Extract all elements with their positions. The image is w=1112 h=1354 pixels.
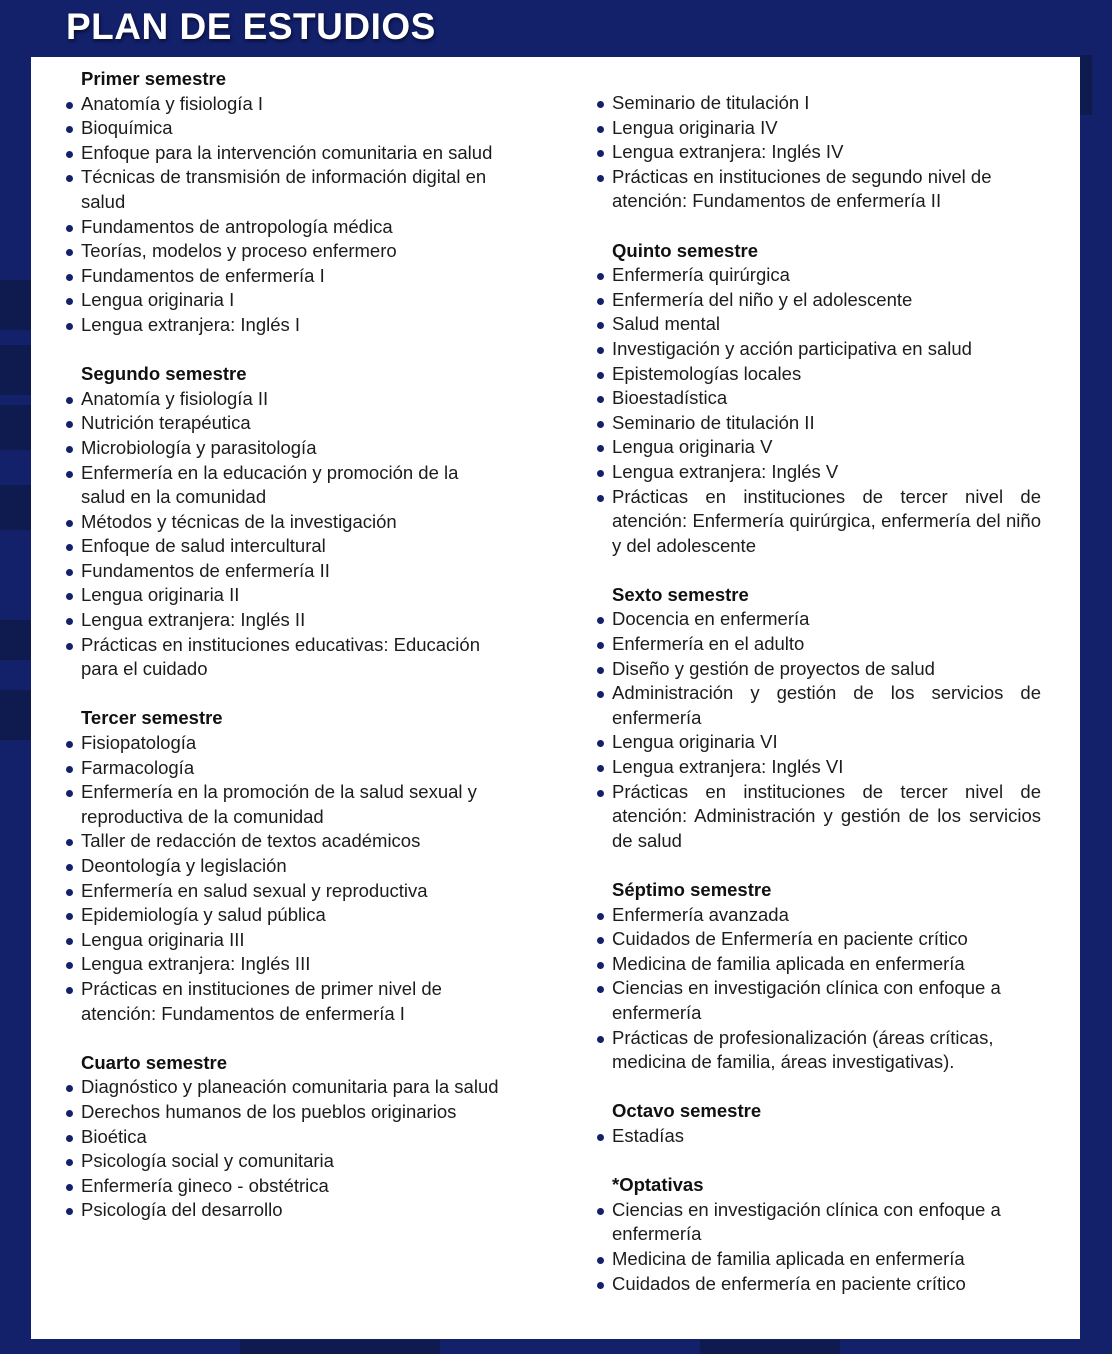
course-item	[65, 633, 505, 682]
course-item	[596, 1124, 1041, 1149]
course-item	[596, 116, 1041, 141]
bullet-icon	[66, 175, 73, 182]
bullet-icon	[597, 986, 604, 993]
course-name: Seminario de titulación II	[612, 411, 815, 433]
course-item	[596, 730, 1041, 755]
course-item	[65, 1075, 505, 1100]
course-item	[596, 657, 1041, 682]
course-item	[65, 879, 505, 904]
course-name: Ciencias en investigación clínica con enfoque a enfermería	[612, 977, 1001, 1023]
course-name: Bioquímica	[81, 117, 173, 139]
bullet-icon	[66, 741, 73, 748]
bullet-icon	[597, 1257, 604, 1264]
course-item	[65, 1198, 505, 1223]
bullet-icon	[66, 790, 73, 797]
course-list	[596, 91, 1041, 214]
course-item	[65, 1174, 505, 1199]
course-item	[596, 976, 1041, 1025]
course-name: Lengua extranjera: Inglés VI	[612, 756, 844, 778]
course-name: Docencia en enfermería	[612, 608, 810, 630]
bullet-icon	[597, 445, 604, 452]
course-item	[596, 362, 1041, 387]
bullet-icon	[597, 322, 604, 329]
course-item	[65, 92, 505, 117]
semester-section	[596, 878, 1041, 1075]
bullet-icon	[66, 1184, 73, 1191]
background-decoration	[700, 1340, 840, 1354]
semester-section-continued	[596, 91, 1041, 214]
bullet-icon	[66, 1159, 73, 1166]
course-name: Prácticas en instituciones de primer nivel de atención: Fundamentos de enfermería I	[81, 977, 442, 1024]
bullet-icon	[66, 274, 73, 281]
course-name: Prácticas en instituciones de segundo nivel de atención: Fundamentos de enfermería II	[612, 165, 992, 212]
bullet-icon	[597, 298, 604, 305]
course-item	[65, 1125, 505, 1150]
course-name: Epidemiología y salud pública	[81, 904, 326, 926]
course-item	[65, 780, 505, 829]
bullet-icon	[66, 643, 73, 650]
course-item	[65, 141, 505, 166]
course-list	[596, 263, 1041, 558]
course-item	[596, 1198, 1041, 1247]
course-name: Bioética	[81, 1125, 147, 1147]
course-item	[596, 927, 1041, 952]
course-item	[596, 952, 1041, 977]
course-name: Diseño y gestión de proyectos de salud	[612, 657, 935, 679]
course-item	[596, 386, 1041, 411]
bullet-icon	[66, 151, 73, 158]
course-item	[65, 411, 505, 436]
course-item	[65, 264, 505, 289]
semester-section	[596, 1099, 1041, 1148]
course-name: Medicina de familia aplicada en enfermería	[612, 1247, 965, 1269]
course-item	[596, 485, 1041, 559]
course-item	[596, 1247, 1041, 1272]
semester-title: Primer semestre	[81, 68, 227, 89]
bullet-icon	[597, 1036, 604, 1043]
semester-title: Octavo semestre	[612, 1100, 762, 1122]
course-item	[65, 559, 505, 584]
course-name: Teorías, modelos y proceso enfermero	[81, 240, 397, 262]
course-name: Lengua extranjera: Inglés I	[81, 313, 301, 335]
background-decoration	[0, 345, 32, 395]
background-decoration	[0, 485, 32, 530]
bullet-icon	[66, 102, 73, 109]
course-name: Enfoque de salud intercultural	[81, 535, 326, 557]
course-list	[65, 731, 505, 1026]
bullet-icon	[66, 913, 73, 920]
bullet-icon	[597, 1282, 604, 1289]
course-name: Deontología y legislación	[81, 855, 287, 876]
course-item	[65, 288, 505, 313]
course-name: Investigación y acción participativa en salud	[612, 337, 972, 359]
course-item	[65, 461, 505, 510]
course-list	[65, 387, 505, 682]
course-name: Lengua originaria V	[612, 436, 773, 458]
bullet-icon	[66, 987, 73, 994]
course-name: Enfermería en salud sexual y reproductiva	[81, 879, 428, 901]
course-name: Enfermería en la promoción de la salud sexual y reproductiva de la comunidad	[81, 781, 477, 827]
semester-section	[596, 583, 1041, 854]
course-name: Nutrición terapéutica	[81, 412, 251, 434]
bullet-icon	[66, 397, 73, 404]
course-item	[65, 116, 505, 141]
course-list	[65, 92, 505, 338]
semester-section	[65, 1051, 505, 1223]
course-list	[596, 903, 1041, 1075]
course-item	[596, 312, 1041, 337]
course-name: Cuidados de Enfermería en paciente crítico	[612, 928, 968, 950]
semester-title: Séptimo semestre	[612, 879, 772, 900]
course-item	[596, 337, 1041, 362]
course-list	[596, 607, 1041, 853]
bullet-icon	[66, 421, 73, 428]
course-name: Fundamentos de enfermería I	[81, 264, 325, 286]
course-name: Prácticas de profesionalización (áreas críticas, medicina de familia, áreas investigativas).	[612, 1026, 994, 1073]
course-name: Salud mental	[612, 313, 720, 335]
course-item	[596, 411, 1041, 436]
bullet-icon	[66, 593, 73, 600]
course-list	[65, 1075, 505, 1223]
course-name: Lengua originaria IV	[612, 116, 778, 138]
course-name: Enfermería en la educación y promoción de la salud en la comunidad	[81, 461, 459, 508]
bullet-icon	[597, 790, 604, 797]
course-item	[65, 239, 505, 264]
curriculum-panel	[31, 57, 1080, 1339]
course-name: Enfoque para la intervención comunitaria en salud	[81, 141, 493, 163]
course-name: Derechos humanos de los pueblos originarios	[81, 1100, 457, 1122]
bullet-icon	[66, 446, 73, 453]
semester-title: Quinto semestre	[612, 239, 758, 261]
course-name: Administración y gestión de los servicios de enfermería	[612, 682, 1041, 728]
course-name: Ciencias en investigación clínica con enfoque a enfermería	[612, 1198, 1001, 1245]
background-decoration	[0, 690, 32, 740]
background-decoration	[0, 405, 32, 450]
bullet-icon	[66, 471, 73, 478]
bullet-icon	[597, 667, 604, 674]
course-item	[65, 928, 505, 953]
course-item	[596, 1272, 1041, 1297]
course-name: Epistemologías locales	[612, 362, 802, 384]
course-name: Enfermería gineco - obstétrica	[81, 1174, 329, 1196]
bullet-icon	[66, 864, 73, 871]
bullet-icon	[66, 889, 73, 896]
course-item	[65, 165, 505, 214]
semester-section	[65, 67, 505, 338]
bullet-icon	[597, 642, 604, 649]
electives-section	[596, 1173, 1041, 1296]
course-list	[596, 1198, 1041, 1296]
course-item	[65, 854, 505, 879]
course-item	[65, 215, 505, 240]
semester-title: Cuarto semestre	[81, 1051, 228, 1073]
course-item	[596, 165, 1041, 214]
course-name: Enfermería avanzada	[612, 903, 789, 925]
bullet-icon	[66, 938, 73, 945]
semester-section	[65, 706, 505, 1026]
course-item	[596, 903, 1041, 928]
course-item	[596, 755, 1041, 780]
course-item	[65, 510, 505, 535]
course-item	[596, 607, 1041, 632]
course-item	[65, 534, 505, 559]
bullet-icon	[597, 765, 604, 772]
semester-title: Tercer semestre	[81, 707, 223, 729]
course-item	[65, 731, 505, 756]
background-decoration	[240, 1340, 440, 1354]
course-item	[596, 140, 1041, 165]
semester-section	[65, 362, 505, 682]
course-item	[596, 460, 1041, 485]
bullet-icon	[66, 1208, 73, 1215]
course-name: Medicina de familia aplicada en enfermería	[612, 952, 965, 974]
bullet-icon	[597, 691, 604, 698]
bullet-icon	[597, 962, 604, 969]
bullet-icon	[597, 150, 604, 157]
bullet-icon	[66, 569, 73, 576]
course-name: Lengua originaria I	[81, 289, 235, 311]
bullet-icon	[597, 937, 604, 944]
course-name: Fundamentos de antropología médica	[81, 215, 393, 237]
course-name: Lengua originaria II	[81, 584, 240, 606]
bullet-icon	[66, 1110, 73, 1117]
bullet-icon	[66, 520, 73, 527]
right-column	[596, 91, 1041, 1321]
bullet-icon	[597, 101, 604, 108]
course-name: Diagnóstico y planeación comunitaria para la salud	[81, 1076, 499, 1098]
course-list	[596, 1124, 1041, 1149]
bullet-icon	[597, 126, 604, 133]
bullet-icon	[597, 347, 604, 354]
course-name: Lengua extranjera: Inglés III	[81, 953, 311, 975]
bullet-icon	[66, 766, 73, 773]
course-name: Anatomía y fisiología I	[81, 92, 264, 114]
course-name: Enfermería quirúrgica	[612, 264, 790, 286]
course-name: Microbiología y parasitología	[81, 436, 317, 458]
bullet-icon	[597, 1208, 604, 1215]
course-name: Fisiopatología	[81, 732, 197, 754]
course-item	[65, 952, 505, 977]
course-item	[596, 288, 1041, 313]
course-name: Psicología social y comunitaria	[81, 1150, 334, 1172]
course-name: Enfermería en el adulto	[612, 633, 805, 655]
course-name: Prácticas en instituciones educativas: Educación para el cuidado	[81, 633, 480, 680]
bullet-icon	[597, 273, 604, 280]
background-decoration	[0, 620, 32, 660]
course-name: Lengua originaria VI	[612, 731, 778, 753]
course-item	[65, 756, 505, 781]
background-decoration	[0, 280, 32, 330]
course-item	[65, 1149, 505, 1174]
course-item	[596, 681, 1041, 730]
bullet-icon	[66, 249, 73, 256]
left-column	[65, 67, 505, 1248]
semester-title: Sexto semestre	[612, 583, 749, 605]
bullet-icon	[66, 962, 73, 969]
course-name: Psicología del desarrollo	[81, 1199, 283, 1221]
semester-title: Segundo semestre	[81, 363, 247, 385]
bullet-icon	[66, 1085, 73, 1092]
course-name: Lengua extranjera: Inglés IV	[612, 141, 844, 163]
course-name: Prácticas en instituciones de tercer nivel de atención: Administración y gestión de los servicios de salud	[612, 780, 1041, 851]
course-name: Cuidados de enfermería en paciente crítico	[612, 1272, 966, 1294]
course-name: Métodos y técnicas de la investigación	[81, 510, 397, 532]
bullet-icon	[597, 1134, 604, 1141]
bullet-icon	[597, 617, 604, 624]
bullet-icon	[597, 740, 604, 747]
course-item	[596, 91, 1041, 116]
course-item	[65, 608, 505, 633]
bullet-icon	[66, 1135, 73, 1142]
page-title: PLAN DE ESTUDIOS	[66, 6, 436, 47]
bullet-icon	[597, 372, 604, 379]
course-name: Técnicas de transmisión de información digital en salud	[81, 166, 487, 212]
background-decoration	[1080, 55, 1092, 115]
course-name: Farmacología	[81, 756, 195, 778]
course-name: Lengua extranjera: Inglés V	[612, 460, 839, 482]
bullet-icon	[66, 618, 73, 625]
bullet-icon	[597, 470, 604, 477]
bullet-icon	[66, 323, 73, 330]
course-name: Bioestadística	[612, 387, 728, 409]
bullet-icon	[66, 126, 73, 133]
course-item	[65, 313, 505, 338]
course-name: Fundamentos de enfermería II	[81, 559, 330, 581]
course-item	[65, 387, 505, 412]
course-item	[65, 829, 505, 854]
bullet-icon	[66, 225, 73, 232]
bullet-icon	[66, 298, 73, 305]
course-name: Lengua extranjera: Inglés II	[81, 609, 306, 631]
bullet-icon	[597, 175, 604, 182]
semester-title: *Optativas	[612, 1174, 704, 1196]
course-item	[65, 1100, 505, 1125]
course-name: Enfermería del niño y el adolescente	[612, 288, 913, 310]
course-item	[596, 1026, 1041, 1075]
course-name: Prácticas en instituciones de tercer nivel de atención: Enfermería quirúrgica, enfermería del niño y del adolescente	[612, 485, 1041, 556]
course-item	[596, 632, 1041, 657]
course-name: Seminario de titulación I	[612, 92, 810, 113]
course-item	[65, 436, 505, 461]
course-item	[65, 977, 505, 1026]
bullet-icon	[597, 495, 604, 502]
course-name: Anatomía y fisiología II	[81, 387, 269, 409]
course-item	[596, 263, 1041, 288]
course-item	[596, 435, 1041, 460]
course-name: Estadías	[612, 1124, 684, 1146]
bullet-icon	[66, 839, 73, 846]
course-name: Lengua originaria III	[81, 928, 245, 950]
course-name: Taller de redacción de textos académicos	[81, 830, 421, 852]
course-item	[596, 780, 1041, 854]
course-item	[65, 903, 505, 928]
bullet-icon	[597, 396, 604, 403]
bullet-icon	[597, 421, 604, 428]
semester-section	[596, 239, 1041, 559]
bullet-icon	[66, 544, 73, 551]
course-item	[65, 583, 505, 608]
bullet-icon	[597, 913, 604, 920]
